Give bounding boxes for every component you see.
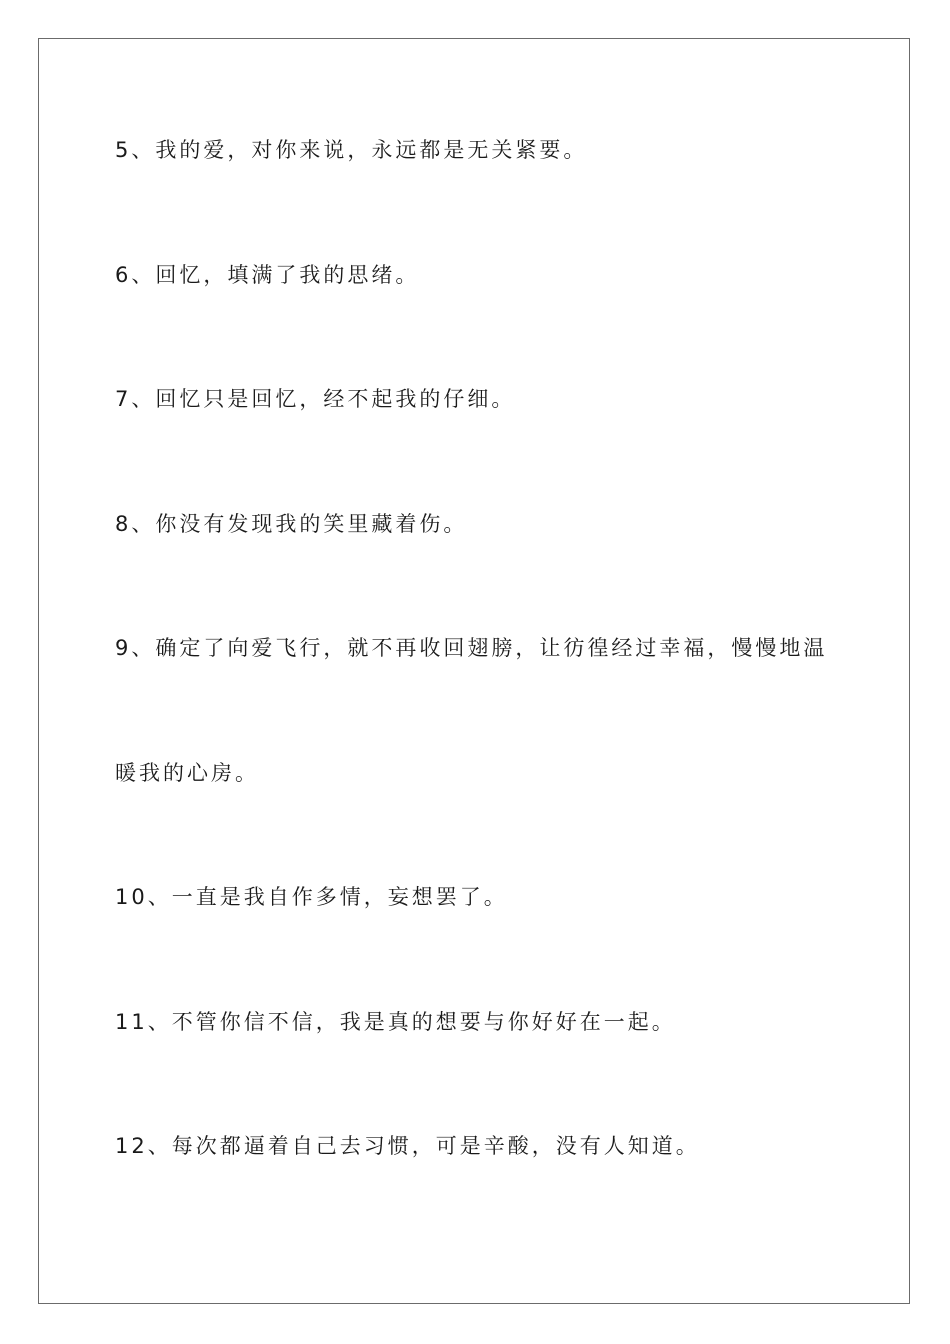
text-line-12: 12、每次都逼着自己去习惯，可是辛酸，没有人知道。 xyxy=(115,1134,700,1158)
text-line-5: 5、我的爱，对你来说，永远都是无关紧要。 xyxy=(115,138,588,162)
text-line-7: 7、回忆只是回忆，经不起我的仔细。 xyxy=(115,387,516,411)
text-line-11: 11、不管你信不信，我是真的想要与你好好在一起。 xyxy=(115,1010,676,1034)
text-line-9-continued: 暖我的心房。 xyxy=(115,761,259,785)
text-line-10: 10、一直是我自作多情，妄想罢了。 xyxy=(115,885,508,909)
page-border xyxy=(38,38,910,1304)
text-line-8: 8、你没有发现我的笑里藏着伤。 xyxy=(115,512,468,536)
text-line-9: 9、确定了向爱飞行，就不再收回翅膀，让彷徨经过幸福，慢慢地温 xyxy=(115,636,828,660)
text-line-6: 6、回忆，填满了我的思绪。 xyxy=(115,263,420,287)
